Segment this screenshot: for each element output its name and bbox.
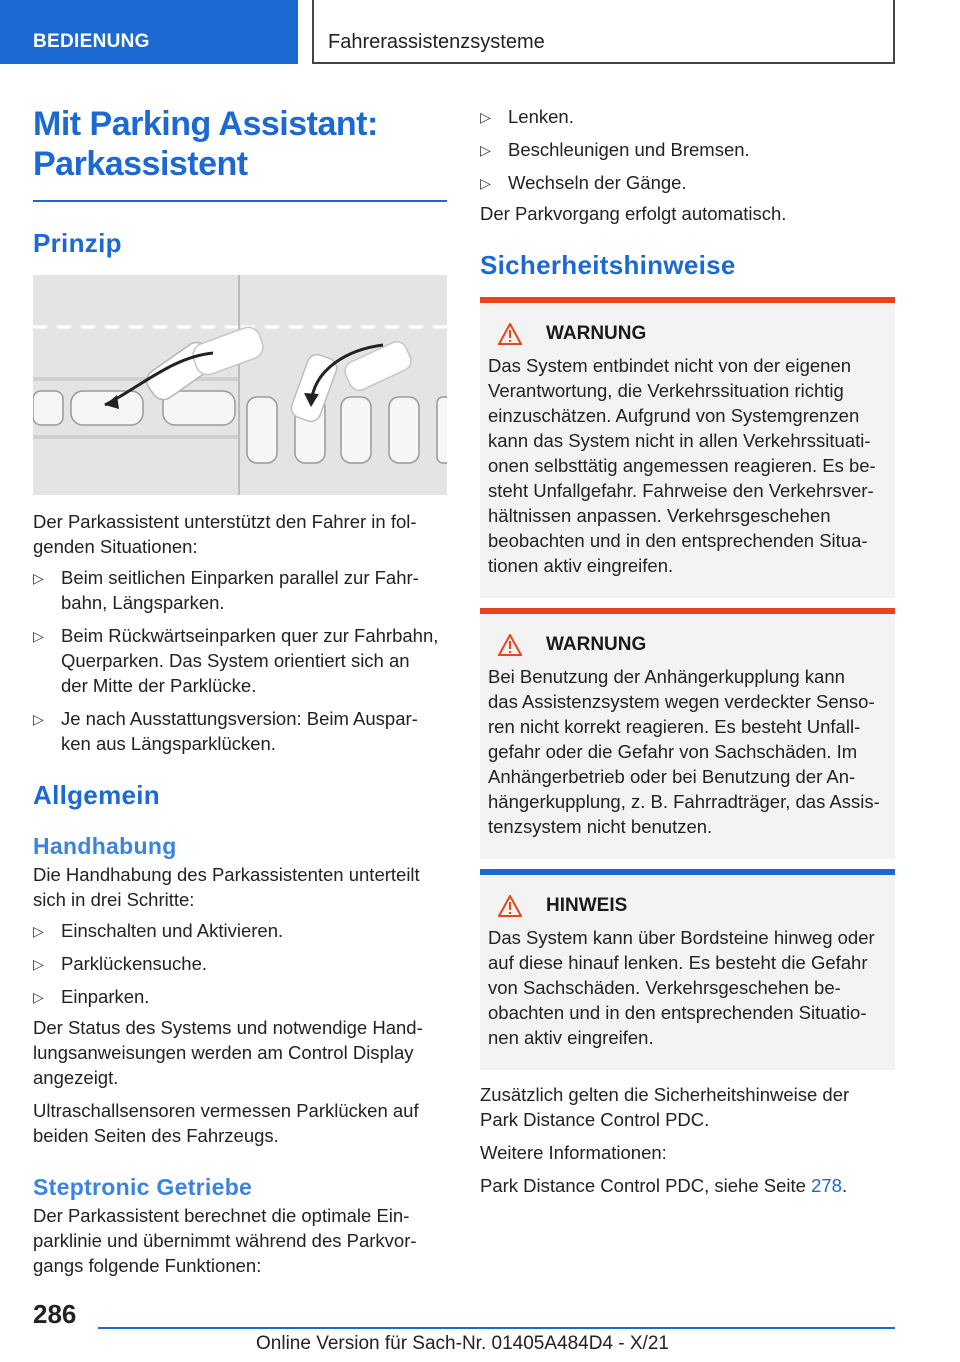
triangle-bullet-icon: ▷ — [33, 923, 44, 939]
warning-triangle-icon — [498, 634, 522, 656]
warning-title: WARNUNG — [498, 323, 887, 345]
warning-box-2 — [480, 608, 895, 859]
steps-list — [33, 918, 447, 1009]
triangle-bullet-icon: ▷ — [33, 956, 44, 972]
auto-text: Der Parkvorgang erfolgt automatisch. — [480, 203, 787, 224]
online-version-text: Online Version für Sach-Nr. 01405A484D4 - X/21 — [256, 1333, 669, 1354]
list-item: ▷ Beim seitlichen Einparken parallel zur Fahr- bahn, Längsparken. — [33, 567, 419, 613]
triangle-bullet-icon: ▷ — [480, 175, 491, 191]
pdc-reference: Park Distance Control PDC, siehe Seite 278. — [480, 1175, 848, 1196]
page-link-278[interactable]: 278 — [811, 1175, 842, 1196]
left-column — [33, 104, 447, 1278]
section-tab — [0, 0, 298, 64]
intro-text: Der Parkassistent unterstützt den Fahrer in fol- genden Situationen: — [33, 511, 417, 557]
title-rule — [33, 200, 447, 202]
section-tab-label: BEDIENUNG — [33, 31, 150, 52]
warning-triangle-icon — [498, 323, 522, 345]
functions-list — [480, 104, 895, 195]
note-text: Das System kann über Bordsteine hinweg oder auf diese hinauf lenken. Es besteht die Gefahr von Sachschäden. Verkehrsgeschehen be- obachten und in den entsprechenden Situatio- nen aktiv eingreifen. — [488, 927, 875, 1048]
list-item: ▷ Je nach Ausstattungsversion: Beim Auspar- ken aus Längsparklücken. — [33, 708, 418, 754]
list-item: ▷ Beschleunigen und Bremsen. — [480, 137, 895, 162]
note-triangle-icon — [498, 895, 522, 917]
chapter-tab — [312, 0, 895, 64]
triangle-bullet-icon: ▷ — [480, 109, 491, 125]
status-text: Der Status des Systems und notwendige Hand- lungsanweisungen werden am Control Display angezeigt. — [33, 1017, 423, 1088]
triangle-bullet-icon: ▷ — [33, 989, 44, 1005]
warning-title: WARNUNG — [498, 634, 887, 656]
ultrasonic-text: Ultraschallsensoren vermessen Parklücken auf beiden Seiten des Fahrzeugs. — [33, 1100, 419, 1146]
heading-steptronic: Steptronic Getriebe — [33, 1174, 253, 1200]
page-number: 286 — [33, 1299, 77, 1329]
page-title-line1: Mit Parking Assistant: — [33, 105, 378, 143]
heading-prinzip: Prinzip — [33, 228, 122, 258]
heading-handhabung: Handhabung — [33, 833, 177, 859]
situations-list — [33, 565, 447, 756]
steptronic-text: Der Parkassistent berechnet die optimale Ein- parklinie und übernimmt während des Parkvor- gangs folgende Funktionen: — [33, 1205, 417, 1276]
list-item: ▷ Parklückensuche. — [33, 951, 447, 976]
list-item: ▷ Einparken. — [33, 984, 447, 1009]
warning-text: Das System entbindet nicht von der eigenen Verantwortung, die Verkehrssituation richtig einzuschätzen. Aufgrund von Systemgrenzen kann das System nicht in allen Verkehrssituati- onen selbsttätig angemessen reagieren. Es be- steht Unfallgefahr. Fahrweise den Verkehrsver- hältnissen anpassen. Verkehrsgeschehen beobachten und in den entsprechenden Situa- tionen aktiv eingreifen. — [488, 355, 876, 576]
list-item: ▷ Einschalten und Aktivieren. — [33, 918, 447, 943]
additional-safety-text: Zusätzlich gelten die Sicherheitshinweise der Park Distance Control PDC. — [480, 1084, 850, 1130]
parking-illustration — [33, 275, 447, 495]
parking-diagram-svg — [33, 275, 447, 495]
warning-text: Bei Benutzung der Anhängerkupplung kann das Assistenzsystem wegen verdeckter Senso- ren nicht korrekt reagieren. Es besteht Unfall- gefahr oder die Gefahr von Sachschäden. Im Anhängerbetrieb oder bei Benutzung der An- hängerkupplung, z. B. Fahrradträger, das Assis- tenzsystem nicht benutzen. — [488, 666, 880, 837]
heading-safety: Sicherheitshinweise — [480, 250, 736, 280]
note-box — [480, 869, 895, 1070]
triangle-bullet-icon: ▷ — [33, 570, 44, 586]
handhabung-text: Die Handhabung des Parkassistenten unterteilt sich in drei Schritte: — [33, 864, 420, 910]
note-title: HINWEIS — [498, 895, 887, 917]
list-item: ▷ Beim Rückwärtseinparken quer zur Fahrbahn, Querparken. Das System orientiert sich an der Mitte der Parklücke. — [33, 625, 439, 696]
triangle-bullet-icon: ▷ — [33, 711, 44, 727]
warning-box-1 — [480, 297, 895, 598]
footer-rule — [98, 1327, 895, 1329]
page-title-line2: Parkassistent — [33, 145, 248, 183]
heading-allgemein: Allgemein — [33, 780, 160, 810]
list-item: ▷ Wechseln der Gänge. — [480, 170, 895, 195]
chapter-tab-label: Fahrerassistenzsysteme — [328, 31, 545, 53]
triangle-bullet-icon: ▷ — [33, 628, 44, 644]
triangle-bullet-icon: ▷ — [480, 142, 491, 158]
right-column — [480, 104, 895, 1198]
list-item: ▷ Lenken. — [480, 104, 895, 129]
page-title — [33, 104, 447, 184]
more-info-label: Weitere Informationen: — [480, 1142, 667, 1163]
